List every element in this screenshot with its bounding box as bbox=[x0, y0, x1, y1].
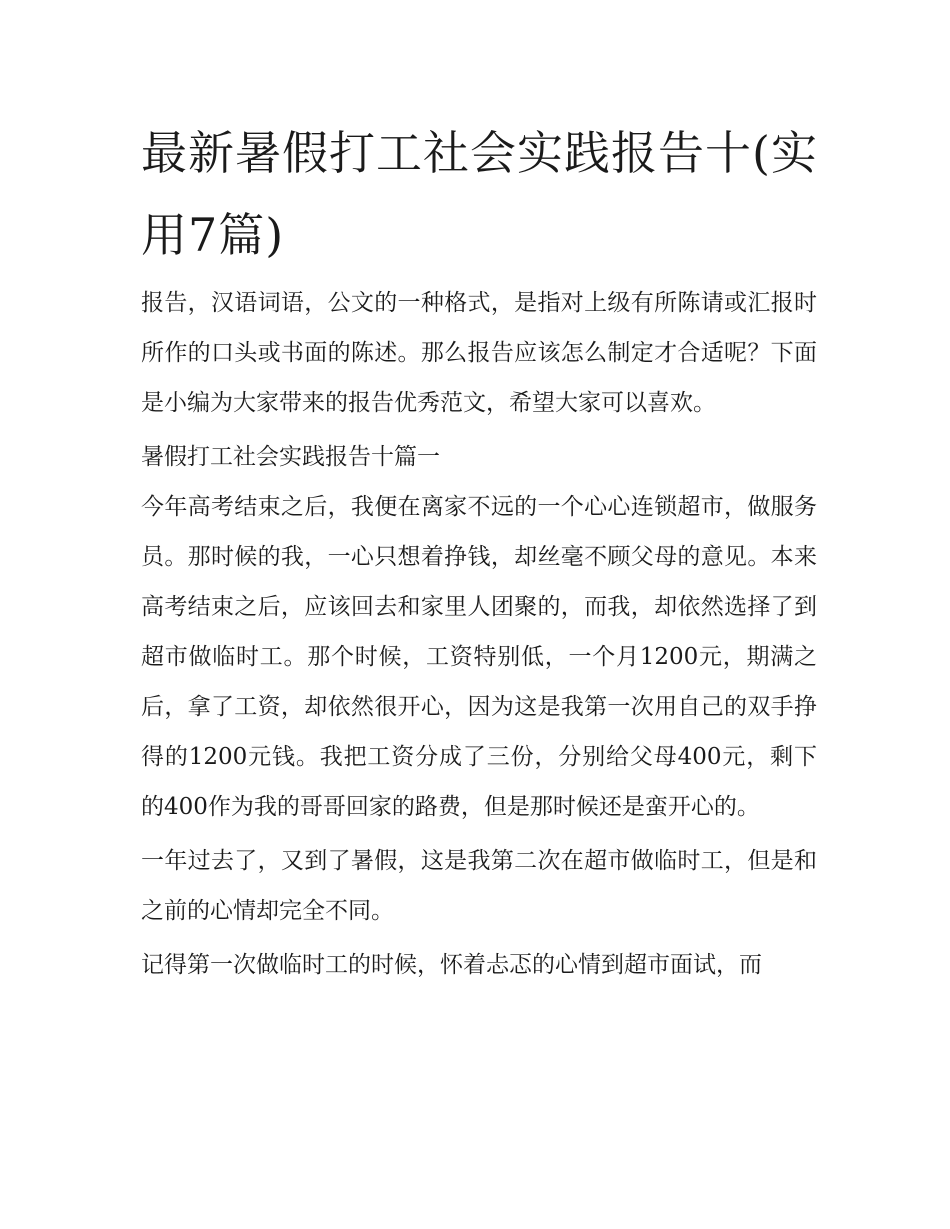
body-paragraph: 记得第一次做临时工的时候，怀着忐忑的心情到超市面试，而 bbox=[141, 952, 762, 978]
body-paragraph: 今年高考结束之后，我便在离家不远的一个心心连锁超市，做服务员。那时候的我，一心只想着挣钱，却丝毫不顾父母的意见。本来高考结束之后，应该回去和家里人团聚的，而我，却依然选择了到超市做临时工。那个时候，工资特别低，一个月1200元，期满之后，拿了工资，却依然很开心，因为这是我第一次用自己的双手挣得的1200元钱。我把工资分成了三份，分别给父母400元，剩下的400作为我的哥哥回家的路费，但是那时候还是蛮开心的。 bbox=[141, 494, 817, 820]
body-paragraph: 一年过去了，又到了暑假，这是我第二次在超市做临时工，但是和之前的心情却完全不同。 bbox=[141, 848, 817, 924]
section-heading: 暑假打工社会实践报告十篇一 bbox=[141, 444, 440, 470]
document-title: 最新暑假打工社会实践报告十(实用7篇) bbox=[141, 126, 818, 262]
document-body bbox=[141, 278, 817, 994]
intro-paragraph: 报告，汉语词语，公文的一种格式，是指对上级有所陈请或汇报时所作的口头或书面的陈述。那么报告应该怎么制定才合适呢？下面是小编为大家带来的报告优秀范文，希望大家可以喜欢。 bbox=[141, 290, 817, 416]
